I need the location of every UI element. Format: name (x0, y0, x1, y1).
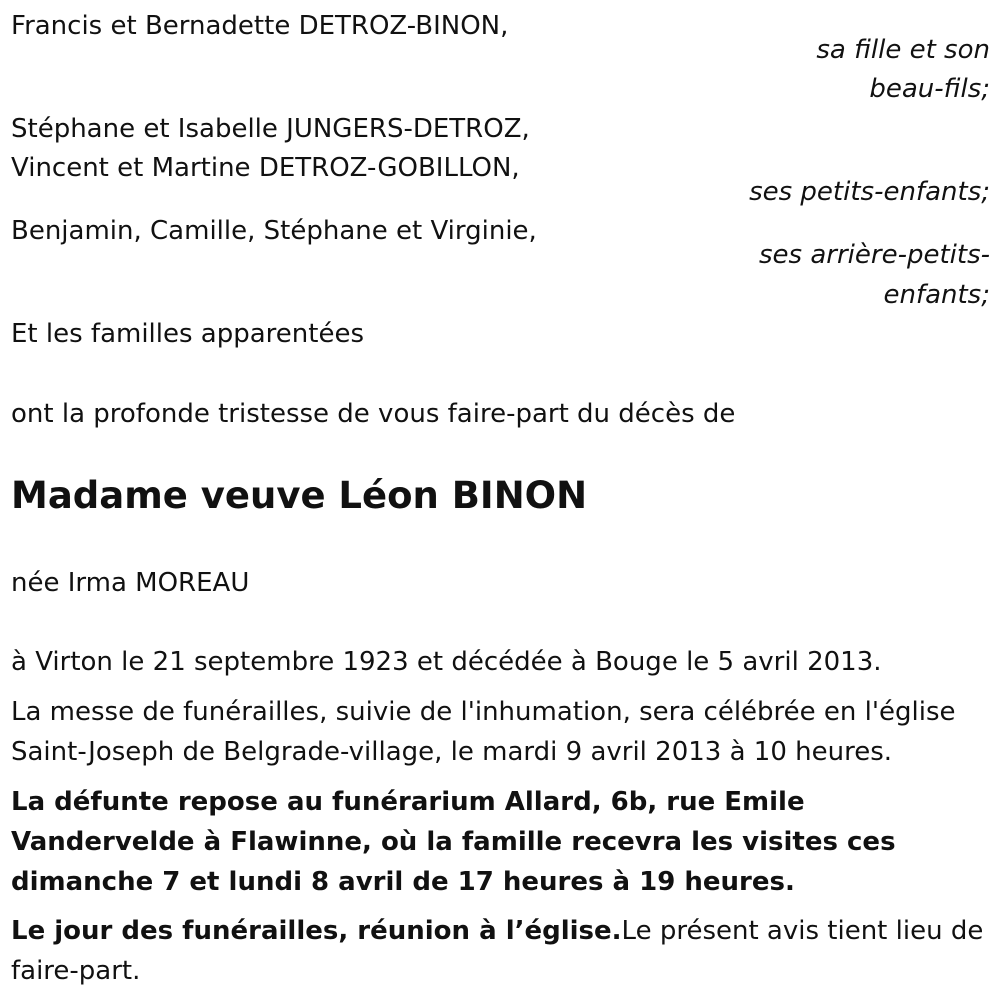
deceased-name: Madame veuve Léon BINON (11, 474, 588, 517)
great-grandchildren-names: Benjamin, Camille, Stéphane et Virginie, (11, 216, 537, 246)
announcement-line: ont la profonde tristesse de vous faire-part du décès de (11, 399, 736, 429)
meeting-note: Le jour des funérailles, réunion à l’église. (11, 916, 622, 946)
grandchildren-line-1: Stéphane et Isabelle JUNGERS-DETROZ, (11, 114, 530, 144)
great-grandchildren-role-line-1: ses arrière-petits- (759, 240, 990, 270)
relatives-line: Et les familles apparentées (11, 319, 365, 349)
dates-line: à Virton le 21 septembre 1923 et décédée à Bouge le 5 avril 2013. (11, 647, 882, 677)
great-grandchildren-role-line-2: enfants; (883, 280, 990, 310)
birth-name: née Irma MOREAU (11, 568, 250, 598)
notice-note: Le présent avis tient lieu de faire-part. (11, 916, 984, 986)
grandchildren-line-2: Vincent et Martine DETROZ-GOBILLON, (11, 153, 520, 183)
daughter-role-line-2: beau-fils; (869, 74, 990, 104)
grandchildren-role: ses petits-enfants; (749, 177, 990, 207)
daughter-role-line-1: sa fille et son (816, 35, 990, 65)
funeral-paragraph: La messe de funérailles, suivie de l'inhumation, sera célébrée en l'église Saint-Joseph de Belgrade-village, le mardi 9 avril 2013 à 10 heures. (11, 697, 956, 767)
daughter-names: Francis et Bernadette DETROZ-BINON, (11, 11, 509, 41)
closing-paragraph (11, 911, 986, 991)
visitation-paragraph: La défunte repose au funérarium Allard, 6b, rue Emile Vandervelde à Flawinne, où la famille recevra les visites ces dimanche 7 et lundi 8 avril de 17 heures à 19 heures. (11, 787, 896, 897)
